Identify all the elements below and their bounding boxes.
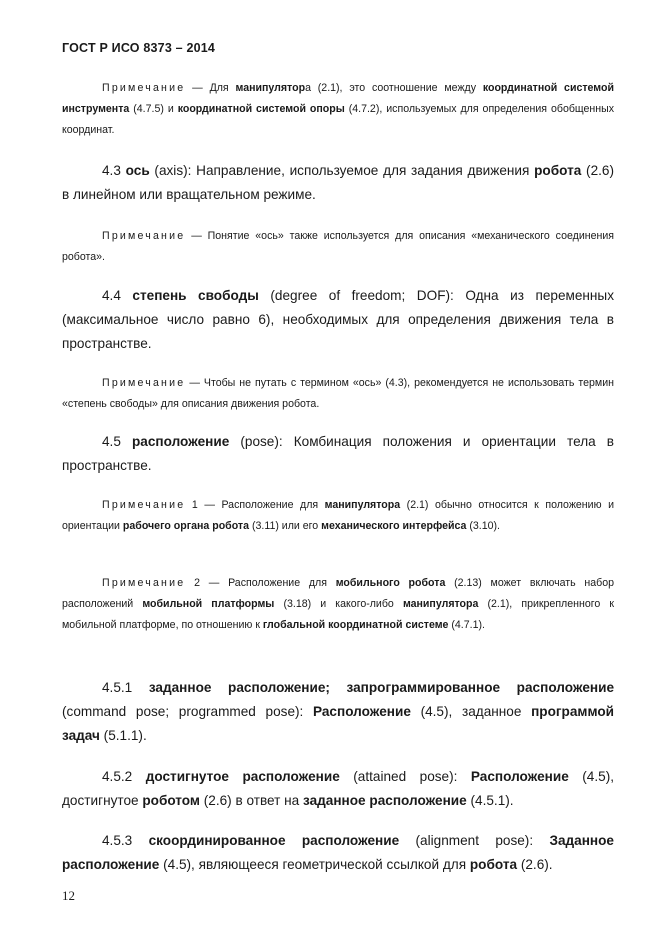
body-text: а (2.1), это соотношение между xyxy=(305,82,483,94)
term-text: Расположение xyxy=(312,704,411,719)
body-text: (3.10). xyxy=(466,520,500,532)
term-4-4-degree-of-freedom xyxy=(62,284,614,356)
term-text: скоординированное расположение xyxy=(148,833,400,848)
note-label: Примечание xyxy=(102,577,186,589)
term-text: глобальной координатной системе xyxy=(262,619,449,631)
body-text: (4.5), заданное xyxy=(410,704,532,719)
term-text: заданное расположение; запрограммированное расположение xyxy=(148,680,615,695)
term-text: степень свободы xyxy=(132,288,259,303)
body-text: (3.11) или его xyxy=(249,520,322,532)
note-1-pose xyxy=(62,495,614,537)
body-text: — Понятие «ось» также используется для описания «механического соединения робота». xyxy=(62,230,614,263)
body-text: 4.5.2 xyxy=(102,769,146,784)
term-text: Заданное расположение xyxy=(62,833,614,872)
note-label: Примечание xyxy=(102,377,186,389)
note-2-pose xyxy=(62,573,614,636)
term-text: роботом xyxy=(142,793,200,808)
body-text: 4.5.1 xyxy=(102,680,149,695)
body-text: (2.1), прикрепленного к мобильной платформе, по отношению к xyxy=(62,598,614,631)
body-text: 4.5.3 xyxy=(102,833,149,848)
body-text: (2.13) может включать набор расположений xyxy=(62,577,615,610)
body-text: (4.7.1). xyxy=(448,619,485,631)
body-text: (5.1.1). xyxy=(99,728,147,743)
body-text: 4.5 xyxy=(102,434,132,449)
note-dof xyxy=(62,373,614,415)
body-text: (command pose; programmed pose): xyxy=(62,704,313,719)
term-text: мобильной платформы xyxy=(142,598,275,610)
body-text: (4.5), достигнутое xyxy=(62,769,615,808)
term-4-5-3-alignment-pose xyxy=(62,829,614,877)
body-text: 1 — Расположение для xyxy=(185,499,325,511)
note-label: Примечание xyxy=(102,230,186,242)
term-text: мобильного робота xyxy=(335,577,446,589)
term-text: рабочего органа робота xyxy=(122,520,250,532)
body-text: (2.6) в линейном или вращательном режиме. xyxy=(62,163,614,202)
body-text: (2.1) обычно относится к положению и ориентации xyxy=(62,499,614,532)
note-label: Примечание xyxy=(102,499,186,511)
note-manipulator-coords xyxy=(62,78,614,141)
term-4-3-axis xyxy=(62,159,614,207)
term-text: координатной системой инструмента xyxy=(62,82,614,115)
body-text: (4.7.2), используемых для определения обобщенных координат. xyxy=(62,103,614,136)
body-text: (2.6). xyxy=(517,857,553,872)
note-axis xyxy=(62,226,614,268)
body-text: 4.3 xyxy=(102,163,126,178)
term-text: робота xyxy=(534,163,582,178)
term-text: робота xyxy=(469,857,518,872)
term-text: механического интерфейса xyxy=(321,520,467,532)
page-header: ГОСТ Р ИСО 8373 – 2014 xyxy=(62,41,216,55)
term-text: расположение xyxy=(131,434,230,449)
term-text: ось xyxy=(125,163,150,178)
body-text: (2.6) в ответ на xyxy=(199,793,303,808)
term-text: координатной системой опоры xyxy=(177,103,345,115)
term-text: программой задач xyxy=(62,704,614,743)
body-text: 2 — Расположение для xyxy=(185,577,336,589)
body-text: 4.4 xyxy=(102,288,133,303)
term-text: манипулятора xyxy=(402,598,479,610)
body-text: — Чтобы не путать с термином «ось» (4.3), рекомендуется не использовать термин «степень свободы» для описания движения робота. xyxy=(62,377,614,410)
body-text: (degree of freedom; DOF): Одна из переменных (максимальное число равно 6), необходимых для определения движения тела в пространстве. xyxy=(62,288,614,351)
term-text: манипулятора xyxy=(324,499,401,511)
body-text: (attained pose): xyxy=(339,769,471,784)
body-text: (alignment pose): xyxy=(399,833,550,848)
term-text: достигнутое расположение xyxy=(145,769,340,784)
note-label: Примечание xyxy=(102,82,186,94)
term-4-5-2-attained-pose xyxy=(62,765,614,813)
body-text: (3.18) и какого-либо xyxy=(274,598,403,610)
term-text: манипулятор xyxy=(235,82,306,94)
term-4-5-pose xyxy=(62,430,614,478)
body-text: (4.5), являющееся геометрической ссылкой для xyxy=(159,857,470,872)
term-4-5-1-command-pose xyxy=(62,676,614,748)
term-text: заданное расположение xyxy=(303,793,467,808)
term-text: Расположение xyxy=(470,769,569,784)
body-text: (axis): Направление, используемое для задания движения xyxy=(149,163,535,178)
page-number: 12 xyxy=(62,888,75,903)
body-text: (4.7.5) и xyxy=(129,103,178,115)
body-text: (pose): Комбинация положения и ориентации тела в пространстве. xyxy=(62,434,614,473)
body-text: (4.5.1). xyxy=(466,793,514,808)
body-text: — Для xyxy=(185,82,236,94)
